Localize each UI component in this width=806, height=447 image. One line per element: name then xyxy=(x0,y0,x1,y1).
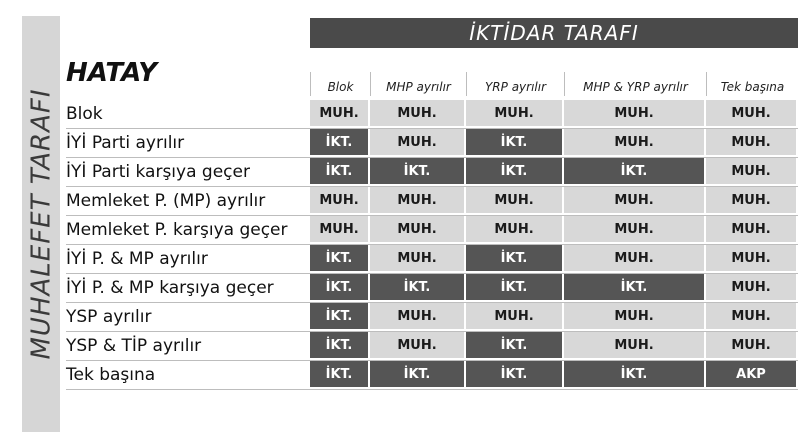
result-cell: MUH. xyxy=(466,303,564,331)
row-label: YSP ayrılır xyxy=(66,307,152,327)
result-cell: MUH. xyxy=(370,332,466,360)
result-cell: MUH. xyxy=(706,100,798,128)
result-cell: MUH. xyxy=(706,332,798,360)
row-divider xyxy=(66,389,798,390)
row-label: İYİ P. & MP ayrılır xyxy=(66,249,208,269)
result-cell: MUH. xyxy=(564,187,706,215)
result-cell: MUH. xyxy=(370,129,466,157)
result-cell: MUH. xyxy=(564,303,706,331)
result-cell: MUH. xyxy=(706,129,798,157)
result-cell: MUH. xyxy=(706,187,798,215)
result-cell: MUH. xyxy=(466,187,564,215)
row-label: Tek başına xyxy=(66,365,156,385)
column-header: MHP ayrılır xyxy=(370,72,466,96)
result-cell: İKT. xyxy=(466,332,564,360)
result-cell: MUH. xyxy=(706,216,798,244)
result-cell: İKT. xyxy=(310,158,370,186)
result-cell: İKT. xyxy=(310,303,370,331)
result-cell: MUH. xyxy=(370,100,466,128)
column-header: Blok xyxy=(310,72,370,96)
result-cell: MUH. xyxy=(370,187,466,215)
result-cell: MUH. xyxy=(370,245,466,273)
row-label: İYİ P. & MP karşıya geçer xyxy=(66,278,274,298)
result-cell: MUH. xyxy=(370,216,466,244)
result-cell: İKT. xyxy=(310,361,370,389)
row-label: Blok xyxy=(66,104,103,124)
result-cell: İKT. xyxy=(466,274,564,302)
column-header: Tek başına xyxy=(706,72,798,96)
result-cell: AKP xyxy=(706,361,798,389)
result-cell: İKT. xyxy=(564,361,706,389)
row-label: İYİ Parti karşıya geçer xyxy=(66,162,250,182)
result-cell: İKT. xyxy=(466,158,564,186)
row-label: Memleket P. karşıya geçer xyxy=(66,220,288,240)
result-cell: İKT. xyxy=(310,129,370,157)
result-cell: İKT. xyxy=(564,158,706,186)
result-cell: İKT. xyxy=(310,332,370,360)
result-cell: MUH. xyxy=(706,303,798,331)
row-label: YSP & TİP ayrılır xyxy=(66,336,202,356)
result-cell: MUH. xyxy=(564,129,706,157)
result-cell: İKT. xyxy=(310,245,370,273)
result-cell: MUH. xyxy=(310,187,370,215)
region-title: HATAY xyxy=(66,58,158,88)
result-cell: İKT. xyxy=(466,361,564,389)
opposition-side-text: MUHALEFET TARAFI xyxy=(26,88,56,360)
result-cell: İKT. xyxy=(370,158,466,186)
result-cell: MUH. xyxy=(564,216,706,244)
result-cell: MUH. xyxy=(706,274,798,302)
result-cell: MUH. xyxy=(466,100,564,128)
opposition-side-label xyxy=(22,16,60,432)
result-cell: MUH. xyxy=(564,332,706,360)
row-label: İYİ Parti ayrılır xyxy=(66,133,185,153)
result-cell: MUH. xyxy=(310,216,370,244)
column-header: YRP ayrılır xyxy=(466,72,564,96)
result-cell: MUH. xyxy=(706,245,798,273)
result-cell: İKT. xyxy=(370,274,466,302)
result-cell: MUH. xyxy=(370,303,466,331)
result-cell: MUH. xyxy=(706,158,798,186)
row-label: Memleket P. (MP) ayrılır xyxy=(66,191,266,211)
result-cell: İKT. xyxy=(564,274,706,302)
result-cell: MUH. xyxy=(310,100,370,128)
result-cell: MUH. xyxy=(564,100,706,128)
result-cell: MUH. xyxy=(564,245,706,273)
result-cell: İKT. xyxy=(466,245,564,273)
column-header: MHP & YRP ayrılır xyxy=(564,72,706,96)
result-cell: İKT. xyxy=(370,361,466,389)
result-cell: MUH. xyxy=(466,216,564,244)
result-cell: İKT. xyxy=(310,274,370,302)
result-cell: İKT. xyxy=(466,129,564,157)
government-side-header: İKTİDAR TARAFI xyxy=(310,18,798,48)
